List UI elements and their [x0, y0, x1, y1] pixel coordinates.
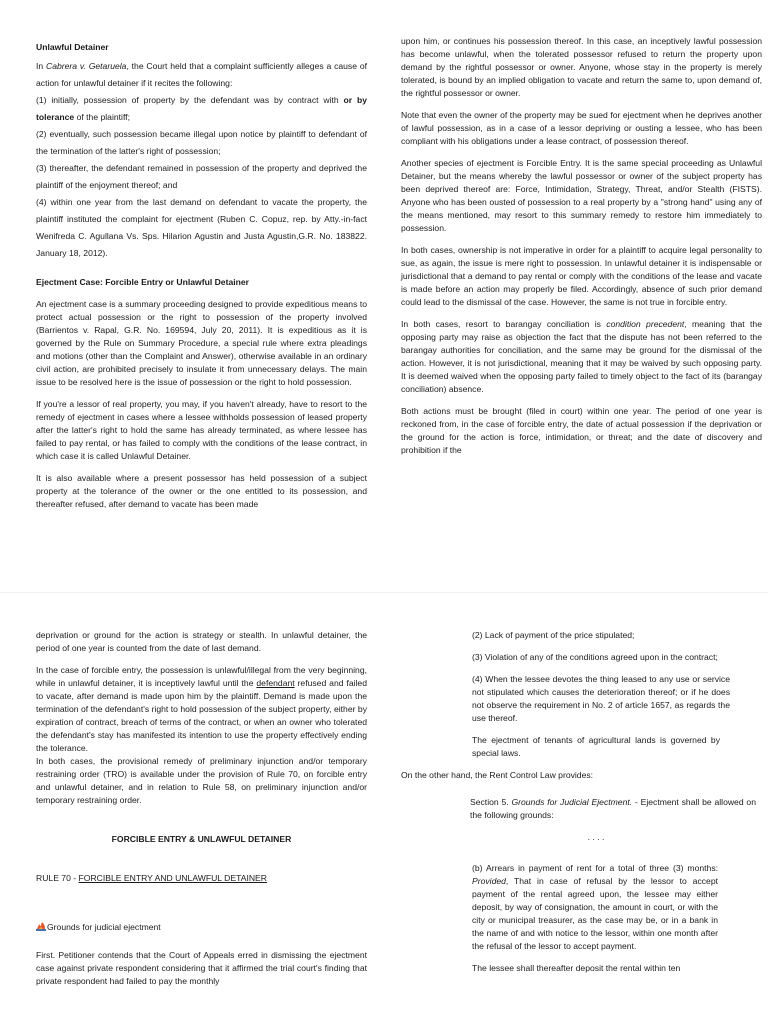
- intro-paragraph: In Cabrera v. Getaruela, the Court held that a complaint sufficiently alleges a cause of action for unlawful detainer if it recites the following:: [36, 61, 367, 88]
- paragraph-case-forcible: In the case of forcible entry, the possession is unlawful/illegal from the very beginning, while in unlawful detainer, it is inceptively lawful until the defendant refused and failed to vacate, after demand is made upon him by the plaintiff. Demand is made upon the termination of the defendant's right to hold possession of the subject property, either by expiration of contract, breach of terms of the contract, or when an owner who tolerated the defendant's stay has manifested its intention to use the property effectively ending the tolerance.: [36, 665, 367, 753]
- paragraph-forcible-entry: Another species of ejectment is Forcible Entry. It is the same special proceeding as Unlawful Detainer, but the means whereby the lawful possessor or owner of the subject property has been deprived thereof are: Force, Intimidation, Strategy, Threat, and/or Stealth (FISTS). Anyone who has been ousted of possession to a real property by a "strong hand" using any of the means mentioned, may resort to this summary remedy to restore him immediately to possession.: [401, 158, 762, 233]
- list-item-2: (2) eventually, such possession became illegal upon notice by plaintiff to defendant of the termination of the latter's right of possession;: [36, 129, 367, 156]
- grounds-line: Grounds for judicial ejectment: [36, 921, 367, 934]
- top-right-column: [401, 35, 762, 466]
- paragraph-upon-him: upon him, or continues his possession thereof. In this case, an inceptively lawful possession has become unlawful, when the tolerated possessor refused to return the property upon demand by the rightful possessor or owner. Anyone, whose stay in the property is merely tolerated, is bound by an implied obligation to vacate and return the same to, upon demand of, the rightful possessor or owner.: [401, 36, 762, 98]
- paragraph-arrears: (b) Arrears in payment of rent for a total of three (3) months: Provided, That in case of refusal by the lessor to accept payment of the rental agreed upon, the lessee may either deposit, by way of consignation, the amount in court, or with the city or municipal treasurer, as the case may be, or in a bank in the name of and with notice to the lessor, within one month after the refusal of the lessor to accept payment.: [472, 863, 718, 951]
- ellipsis: . . . .: [587, 832, 605, 842]
- list-item-lack-payment: (2) Lack of payment of the price stipulated;: [472, 630, 635, 640]
- paragraph-ejectment: An ejectment case is a summary proceeding designed to provide expeditious means to protect actual possession or the right to possession of the property involved (Barrientos v. Rapal, G.R. No. 169594, July 20, 2011). It is expeditious as it is governed by the Rule on Summary Procedure, a special rule where extra pleadings and motions (other than the Complaint and Answer), otherwise available in an ordinary civil action, are prohibited precisely to insulate it from unnecessary delays. The main issue to be resolved here is the issue of possession or the right to hold possession.: [36, 299, 367, 387]
- paragraph-barangay: In both cases, resort to barangay conciliation is condition precedent, meaning that the opposing party may raise as objection the fact that the dispute has not been referred to the barangay authorities for conciliation, and the same may be ground for the dismissal of the action. However, it is not jurisdictional, meaning that it may be waived by such opposing party. It is deemed waived when the opposing party failed to timely object to the fact of its (barangay conciliation) absence.: [401, 319, 762, 394]
- paragraph-deprivation: deprivation or ground for the action is strategy or stealth. In unlawful detainer, the period of one year is counted from the date of last demand.: [36, 630, 367, 653]
- list-item-violation: (3) Violation of any of the conditions agreed upon in the contract;: [472, 652, 718, 662]
- section-5: Section 5. Grounds for Judicial Ejectment. - Ejectment shall be allowed on the following grounds:: [470, 797, 756, 820]
- paragraph-provisional-remedy: In both cases, the provisional remedy of preliminary injunction and/or temporary restraining order (TRO) is available under the provision of Rule 70, on forcible entry and unlawful detainer, and in relation to Rule 58, on preliminary injunction and/or temporary restraining order.: [36, 756, 367, 805]
- list-item-3: (3) thereafter, the defendant remained in possession of the property and deprived the plaintiff of the enjoyment thereof; and: [36, 163, 367, 190]
- fire-icon: [36, 922, 46, 931]
- bottom-left-column: [36, 629, 367, 997]
- page-divider: [0, 592, 768, 593]
- paragraph-lessee-deposit: The lessee shall thereafter deposit the rental within ten: [472, 963, 681, 973]
- rule-70-heading: RULE 70 - FORCIBLE ENTRY AND UNLAWFUL DETAINER: [36, 873, 267, 883]
- paragraph-lessor: If you're a lessor of real property, you may, if you haven't already, have to resort to the remedy of ejectment in cases where a lessee withholds possession of leased property after the latter's right to hold the same has already terminated, as where lessee has failed to pay rental, or has failed to comply with the conditions of the lease contract, in which case it is called Unlawful Detainer.: [36, 399, 367, 461]
- paragraph-ownership: In both cases, ownership is not imperative in order for a plaintiff to acquire legal personality to sue, as again, the issue is mere right to possession. In unlawful detainer it is indispensable or jurisdictional that a demand to pay rental or comply with the conditions of the lease and vacate is made before an action may properly be filed. Accordingly, absence of such prior demand could lead to the dismissal of the case. However, the same is not true in forcible entry.: [401, 245, 762, 307]
- list-item-1: (1) initially, possession of property by the defendant was by contract with or by tolerance of the plaintiff;: [36, 95, 367, 122]
- bottom-right-column: [401, 629, 762, 984]
- list-item-4: (4) within one year from the last demand on defendant to vacate the property, the plaintiff instituted the complaint for ejectment (Ruben C. Copuz, rep. by Atty.-in-fact Wenifreda C. Agullana Vs. Sps. Hilarion Agustin and Justa Agustin,G.R. No. 183822. January 18, 2012).: [36, 197, 367, 258]
- paragraph-agricultural: The ejectment of tenants of agricultural lands is governed by special laws.: [472, 735, 720, 758]
- paragraph-one-year: Both actions must be brought (filed in court) within one year. The period of one year is reckoned from, in the case of forcible entry, the date of actual possession if the deprivation or the ground for the action is force, intimidation, or threat; and the date of discovery and prohibition if the: [401, 406, 762, 455]
- list-item-devotes: (4) When the lessee devotes the thing leased to any use or service not stipulated which causes the deterioration thereof; or if he does not observe the requirement in No. 2 of article 1657, as regards the use thereof.: [472, 674, 730, 723]
- heading-unlawful-detainer: Unlawful Detainer: [36, 42, 109, 52]
- heading-ejectment-case: Ejectment Case: Forcible Entry or Unlawful Detainer: [36, 277, 249, 287]
- paragraph-note: Note that even the owner of the property may be sued for ejectment when he deprives another of lawful possession, as in a case of a lessor depriving or ousting a lessee, who has been compliant with his obligations under a lease contract, of possession thereof.: [401, 110, 762, 146]
- paragraph-first-petitioner: First. Petitioner contends that the Court of Appeals erred in dismissing the ejectment case against private respondent considering that it affirmed the trial court's finding that private respondent had failed to pay the monthly: [36, 950, 367, 986]
- top-left-column: [36, 41, 367, 520]
- heading-forcible-entry: FORCIBLE ENTRY & UNLAWFUL DETAINER: [111, 834, 292, 844]
- paragraph-also-available: It is also available where a present possessor has held possession of a subject property at the tolerance of the owner or the one entitled to its possession, and thereafter refused, after demand to vacate has been made: [36, 473, 367, 509]
- paragraph-rent-control: On the other hand, the Rent Control Law provides:: [401, 770, 594, 780]
- case-name: Cabrera v. Getaruela: [45, 61, 127, 71]
